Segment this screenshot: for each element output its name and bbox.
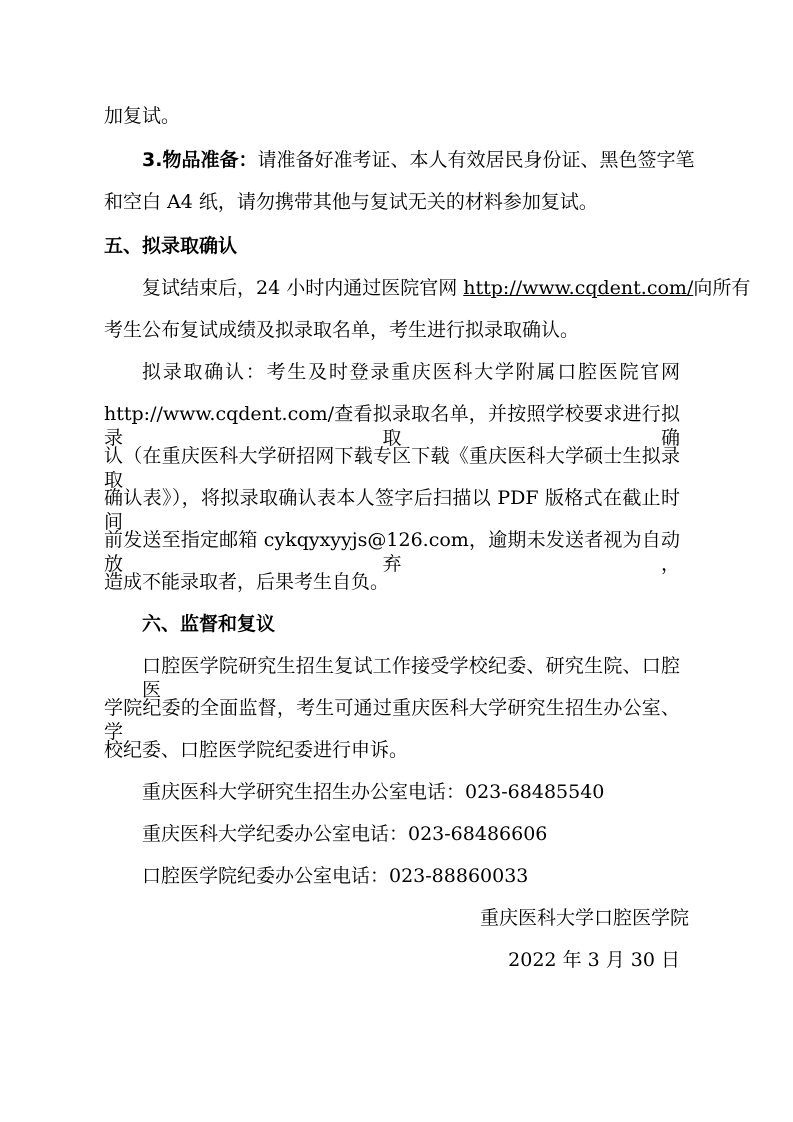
paragraph-line [142, 276, 750, 300]
paragraph-line: 校纪委、口腔医学院纪委进行申诉。 [104, 739, 409, 761]
item-label: 3.物品准备： [142, 149, 258, 171]
paragraph-line: 考生公布复试成绩及拟录取名单，考生进行拟录取确认。 [104, 319, 580, 341]
contact-phone: 重庆医科大学纪委办公室电话：023-68486606 [142, 823, 548, 845]
paragraph-line: 学院纪委的全面监督，考生可通过重庆医科大学研究生招生办公室、学 [104, 697, 680, 743]
paragraph-line: 前发送至指定邮箱 cykqyxyyjs@126.com，逾期未发送者视为自动放弃， [104, 529, 680, 575]
paragraph-line: 造成不能录取者，后果考生自负。 [104, 571, 390, 593]
signature-organization: 重庆医科大学口腔医学院 [480, 907, 690, 929]
text-segment: 向所有 [693, 277, 751, 299]
hospital-website-link[interactable]: http://www.cqdent.com/ [463, 277, 694, 299]
section-heading: 六、监督和复议 [142, 613, 276, 635]
item-text: 请准备好准考证、本人有效居民身份证、黑色签字笔 [257, 149, 695, 171]
text-segment: 复试结束后，24 小时内通过医院官网 [142, 277, 464, 299]
paragraph-line: 口腔医学院研究生招生复试工作接受学校纪委、研究生院、口腔医 [142, 655, 680, 701]
paragraph-line: http://www.cqdent.com/查看拟录取名单，并按照学校要求进行拟录取确 [104, 403, 680, 449]
paragraph-line: 加复试。 [104, 105, 181, 127]
contact-phone: 重庆医科大学研究生招生办公室电话：023-68485540 [142, 781, 605, 803]
signature-date: 2022 年 3 月 30 日 [508, 949, 680, 971]
paragraph-line [142, 148, 694, 172]
paragraph-line: 确认表》），将拟录取确认表本人签字后扫描以 PDF 版格式在截止时间 [104, 487, 680, 533]
paragraph-line: 认（在重庆医科大学研招网下载专区下载《重庆医科大学硕士生拟录取 [104, 445, 680, 491]
paragraph-line: 和空白 A4 纸，请勿携带其他与复试无关的材料参加复试。 [104, 191, 598, 213]
section-heading: 五、拟录取确认 [104, 235, 238, 257]
contact-phone: 口腔医学院纪委办公室电话：023-88860033 [142, 865, 529, 887]
paragraph-line: 拟录取确认：考生及时登录重庆医科大学附属口腔医院官网 [142, 361, 680, 383]
